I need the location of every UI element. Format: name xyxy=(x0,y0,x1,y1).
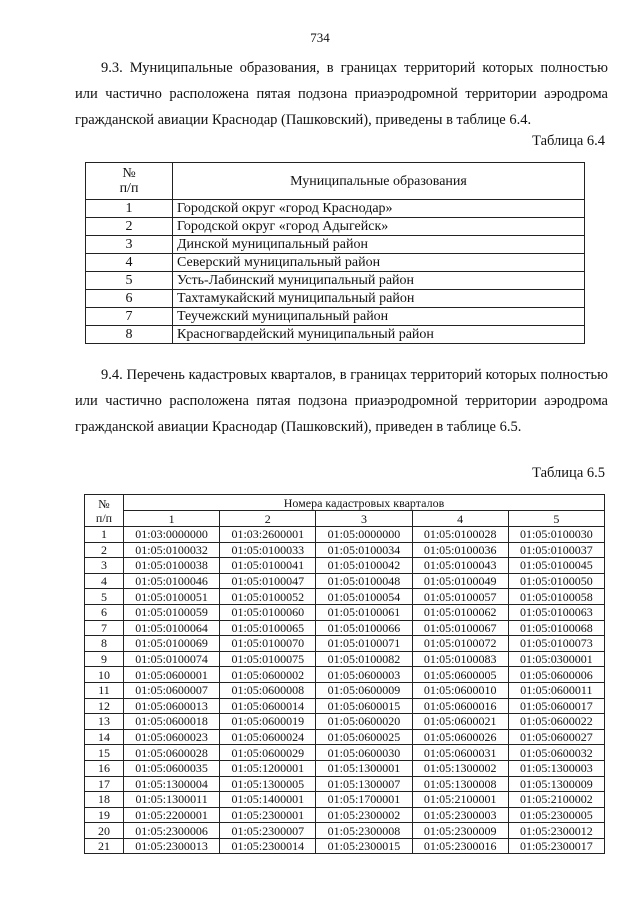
municipal-formation-name: Теучежский муниципальный район xyxy=(173,308,585,326)
row-number: 10 xyxy=(85,667,124,683)
column-number: 3 xyxy=(316,511,412,527)
cadastral-quarter-cell: 01:05:0100037 xyxy=(508,542,604,558)
cadastral-quarter-cell: 01:05:0100082 xyxy=(316,651,412,667)
cadastral-quarter-cell: 01:05:0100028 xyxy=(412,527,508,543)
cadastral-quarter-cell: 01:03:0000000 xyxy=(124,527,220,543)
table-row xyxy=(85,714,605,730)
table-row xyxy=(86,272,585,290)
row-number: 14 xyxy=(85,729,124,745)
column-number: 5 xyxy=(508,511,604,527)
cadastral-quarter-cell: 01:05:0600024 xyxy=(220,729,316,745)
table-6-4 xyxy=(85,162,585,344)
row-number: 15 xyxy=(85,745,124,761)
cadastral-quarter-cell: 01:05:0100051 xyxy=(124,589,220,605)
table-row xyxy=(85,682,605,698)
cadastral-quarter-cell: 01:05:2300017 xyxy=(508,838,604,854)
cadastral-quarter-cell: 01:05:0100063 xyxy=(508,604,604,620)
table-row xyxy=(85,698,605,714)
cadastral-quarter-cell: 01:05:0100071 xyxy=(316,636,412,652)
municipal-formation-name: Городской округ «город Краснодар» xyxy=(173,200,585,218)
cadastral-quarter-cell: 01:05:2300006 xyxy=(124,823,220,839)
cadastral-quarter-cell: 01:05:0100057 xyxy=(412,589,508,605)
cadastral-quarter-cell: 01:05:0100034 xyxy=(316,542,412,558)
header-num: № п/п xyxy=(86,163,173,200)
municipal-formation-name: Красногвардейский муниципальный район xyxy=(173,326,585,344)
paragraph-9-3: 9.3. Муниципальные образования, в границах территорий которых полностью или частично расположена пятая подзона приаэродромной территории аэродрома гражданской авиации Краснодар (Пашковский), приведены в таблице 6.4. xyxy=(75,60,608,128)
cadastral-quarter-cell: 01:05:1300002 xyxy=(412,760,508,776)
row-number: 4 xyxy=(86,254,173,272)
cadastral-quarter-cell: 01:05:0100061 xyxy=(316,604,412,620)
table-row xyxy=(85,838,605,854)
row-number: 9 xyxy=(85,651,124,667)
cadastral-quarter-cell: 01:05:0100083 xyxy=(412,651,508,667)
cadastral-quarter-cell: 01:05:0600008 xyxy=(220,682,316,698)
cadastral-quarter-cell: 01:05:0100059 xyxy=(124,604,220,620)
cadastral-quarter-cell: 01:05:0100046 xyxy=(124,573,220,589)
cadastral-quarter-cell: 01:05:0600029 xyxy=(220,745,316,761)
row-number: 12 xyxy=(85,698,124,714)
cadastral-quarter-cell: 01:05:0100067 xyxy=(412,620,508,636)
cadastral-quarter-cell: 01:05:1300004 xyxy=(124,776,220,792)
row-number: 1 xyxy=(86,200,173,218)
cadastral-quarter-cell: 01:05:1300011 xyxy=(124,792,220,808)
cadastral-quarter-cell: 01:05:0600001 xyxy=(124,667,220,683)
cadastral-quarter-cell: 01:05:0100070 xyxy=(220,636,316,652)
cadastral-quarter-cell: 01:05:1300009 xyxy=(508,776,604,792)
table-row xyxy=(85,745,605,761)
cadastral-quarter-cell: 01:05:0600027 xyxy=(508,729,604,745)
header-municipal-formations: Муниципальные образования xyxy=(173,163,585,200)
table-row xyxy=(85,542,605,558)
cadastral-quarter-cell: 01:05:0100060 xyxy=(220,604,316,620)
cadastral-quarter-cell: 01:05:1300001 xyxy=(316,760,412,776)
row-number: 4 xyxy=(85,573,124,589)
cadastral-quarter-cell: 01:05:2300005 xyxy=(508,807,604,823)
table-row xyxy=(86,218,585,236)
table-row xyxy=(85,667,605,683)
cadastral-quarter-cell: 01:05:0600023 xyxy=(124,729,220,745)
row-number: 1 xyxy=(85,527,124,543)
municipal-formation-name: Тахтамукайский муниципальный район xyxy=(173,290,585,308)
cadastral-quarter-cell: 01:05:0600003 xyxy=(316,667,412,683)
cadastral-quarter-cell: 01:05:1700001 xyxy=(316,792,412,808)
cadastral-quarter-cell: 01:05:0100033 xyxy=(220,542,316,558)
cadastral-quarter-cell: 01:05:0100038 xyxy=(124,558,220,574)
cadastral-quarter-cell: 01:05:0100052 xyxy=(220,589,316,605)
row-number: 11 xyxy=(85,682,124,698)
cadastral-quarter-cell: 01:05:2300002 xyxy=(316,807,412,823)
cadastral-quarter-cell: 01:05:0600030 xyxy=(316,745,412,761)
cadastral-quarter-cell: 01:05:0100048 xyxy=(316,573,412,589)
row-number: 21 xyxy=(85,838,124,854)
paragraph-9-4: 9.4. Перечень кадастровых кварталов, в границах территорий которых полностью или частично расположена пятая подзона приаэродромной территории аэродрома гражданской авиации Краснодар (Пашковский), приведен в таблице 6.5. xyxy=(75,367,608,435)
cadastral-quarter-cell: 01:05:0600016 xyxy=(412,698,508,714)
cadastral-quarter-cell: 01:05:0100065 xyxy=(220,620,316,636)
row-number: 8 xyxy=(86,326,173,344)
municipal-formation-name: Северский муниципальный район xyxy=(173,254,585,272)
cadastral-quarter-cell: 01:05:0100069 xyxy=(124,636,220,652)
table-row xyxy=(85,527,605,543)
cadastral-quarter-cell: 01:05:2300001 xyxy=(220,807,316,823)
table-row xyxy=(85,604,605,620)
cadastral-quarter-cell: 01:05:2300014 xyxy=(220,838,316,854)
cadastral-quarter-cell: 01:05:0100068 xyxy=(508,620,604,636)
cadastral-quarter-cell: 01:05:1300008 xyxy=(412,776,508,792)
table-row xyxy=(86,254,585,272)
cadastral-quarter-cell: 01:05:0600026 xyxy=(412,729,508,745)
row-number: 19 xyxy=(85,807,124,823)
row-number: 13 xyxy=(85,714,124,730)
cadastral-quarter-cell: 01:05:0100075 xyxy=(220,651,316,667)
table-header-row xyxy=(85,495,605,511)
cadastral-quarter-cell: 01:05:0600028 xyxy=(124,745,220,761)
municipal-formation-name: Городской округ «город Адыгейск» xyxy=(173,218,585,236)
cadastral-quarter-cell: 01:05:0600035 xyxy=(124,760,220,776)
cadastral-quarter-cell: 01:05:0100073 xyxy=(508,636,604,652)
cadastral-quarter-cell: 01:05:0600022 xyxy=(508,714,604,730)
cadastral-quarter-cell: 01:05:0600019 xyxy=(220,714,316,730)
cadastral-quarter-cell: 01:05:0100049 xyxy=(412,573,508,589)
cadastral-quarter-cell: 01:05:1200001 xyxy=(220,760,316,776)
table-row xyxy=(85,729,605,745)
column-number: 4 xyxy=(412,511,508,527)
cadastral-quarter-cell: 01:05:1300003 xyxy=(508,760,604,776)
cadastral-quarter-cell: 01:05:0600010 xyxy=(412,682,508,698)
cadastral-quarter-cell: 01:05:2100002 xyxy=(508,792,604,808)
table-row xyxy=(85,776,605,792)
table-row xyxy=(86,236,585,254)
cadastral-quarter-cell: 01:05:0100074 xyxy=(124,651,220,667)
cadastral-quarter-cell: 01:05:0600009 xyxy=(316,682,412,698)
cadastral-quarter-cell: 01:05:0600018 xyxy=(124,714,220,730)
table-row xyxy=(85,636,605,652)
table-row xyxy=(85,792,605,808)
municipal-formation-name: Динской муниципальный район xyxy=(173,236,585,254)
cadastral-quarter-cell: 01:05:0600002 xyxy=(220,667,316,683)
row-number: 6 xyxy=(85,604,124,620)
cadastral-quarter-cell: 01:05:0000000 xyxy=(316,527,412,543)
row-number: 5 xyxy=(86,272,173,290)
cadastral-quarter-cell: 01:05:0100045 xyxy=(508,558,604,574)
cadastral-quarter-cell: 01:05:0600007 xyxy=(124,682,220,698)
header-num: № п/п xyxy=(85,495,124,527)
row-number: 5 xyxy=(85,589,124,605)
table-row xyxy=(85,620,605,636)
cadastral-quarter-cell: 01:05:0100043 xyxy=(412,558,508,574)
cadastral-quarter-cell: 01:05:2100001 xyxy=(412,792,508,808)
cadastral-quarter-cell: 01:05:2300012 xyxy=(508,823,604,839)
cadastral-quarter-cell: 01:05:1300007 xyxy=(316,776,412,792)
table-row xyxy=(86,326,585,344)
table-header-row xyxy=(86,163,585,200)
column-number: 1 xyxy=(124,511,220,527)
cadastral-quarter-cell: 01:05:0100072 xyxy=(412,636,508,652)
row-number: 18 xyxy=(85,792,124,808)
row-number: 6 xyxy=(86,290,173,308)
cadastral-quarter-cell: 01:05:0300001 xyxy=(508,651,604,667)
cadastral-quarter-cell: 01:05:0600031 xyxy=(412,745,508,761)
cadastral-quarter-cell: 01:05:0600014 xyxy=(220,698,316,714)
cadastral-quarter-cell: 01:05:0600032 xyxy=(508,745,604,761)
header-cadastral-quarters: Номера кадастровых кварталов xyxy=(124,495,605,511)
row-number: 16 xyxy=(85,760,124,776)
cadastral-quarter-cell: 01:05:0100036 xyxy=(412,542,508,558)
table-row xyxy=(85,573,605,589)
cadastral-quarter-cell: 01:05:2300007 xyxy=(220,823,316,839)
table-6-4-caption: Таблица 6.4 xyxy=(532,133,605,149)
table-row xyxy=(86,290,585,308)
cadastral-quarter-cell: 01:03:2600001 xyxy=(220,527,316,543)
municipal-formation-name: Усть-Лабинский муниципальный район xyxy=(173,272,585,290)
table-row xyxy=(85,807,605,823)
cadastral-quarter-cell: 01:05:0600025 xyxy=(316,729,412,745)
cadastral-quarter-cell: 01:05:0600020 xyxy=(316,714,412,730)
table-row xyxy=(85,823,605,839)
cadastral-quarter-cell: 01:05:0100064 xyxy=(124,620,220,636)
cadastral-quarter-cell: 01:05:0100050 xyxy=(508,573,604,589)
cadastral-quarter-cell: 01:05:2300008 xyxy=(316,823,412,839)
row-number: 7 xyxy=(85,620,124,636)
table-6-5 xyxy=(84,494,605,854)
cadastral-quarter-cell: 01:05:0600005 xyxy=(412,667,508,683)
cadastral-quarter-cell: 01:05:0600015 xyxy=(316,698,412,714)
row-number: 2 xyxy=(86,218,173,236)
table-row xyxy=(86,308,585,326)
cadastral-quarter-cell: 01:05:2300009 xyxy=(412,823,508,839)
row-number: 3 xyxy=(86,236,173,254)
cadastral-quarter-cell: 01:05:0600011 xyxy=(508,682,604,698)
table-row xyxy=(86,200,585,218)
table-6-5-caption: Таблица 6.5 xyxy=(532,465,605,481)
row-number: 20 xyxy=(85,823,124,839)
table-row xyxy=(85,589,605,605)
column-number: 2 xyxy=(220,511,316,527)
cadastral-quarter-cell: 01:05:1400001 xyxy=(220,792,316,808)
cadastral-quarter-cell: 01:05:2300003 xyxy=(412,807,508,823)
table-row xyxy=(85,651,605,667)
table-row xyxy=(85,558,605,574)
cadastral-quarter-cell: 01:05:2300016 xyxy=(412,838,508,854)
cadastral-quarter-cell: 01:05:0600021 xyxy=(412,714,508,730)
row-number: 7 xyxy=(86,308,173,326)
page-number: 734 xyxy=(310,30,330,45)
cadastral-quarter-cell: 01:05:0100054 xyxy=(316,589,412,605)
cadastral-quarter-cell: 01:05:0600017 xyxy=(508,698,604,714)
cadastral-quarter-cell: 01:05:0100066 xyxy=(316,620,412,636)
cadastral-quarter-cell: 01:05:0100030 xyxy=(508,527,604,543)
column-numbers-row xyxy=(85,511,605,527)
row-number: 3 xyxy=(85,558,124,574)
cadastral-quarter-cell: 01:05:0100041 xyxy=(220,558,316,574)
cadastral-quarter-cell: 01:05:2300015 xyxy=(316,838,412,854)
cadastral-quarter-cell: 01:05:0100058 xyxy=(508,589,604,605)
row-number: 8 xyxy=(85,636,124,652)
table-row xyxy=(85,760,605,776)
cadastral-quarter-cell: 01:05:0100062 xyxy=(412,604,508,620)
cadastral-quarter-cell: 01:05:0100032 xyxy=(124,542,220,558)
cadastral-quarter-cell: 01:05:0100042 xyxy=(316,558,412,574)
row-number: 2 xyxy=(85,542,124,558)
cadastral-quarter-cell: 01:05:2300013 xyxy=(124,838,220,854)
cadastral-quarter-cell: 01:05:0100047 xyxy=(220,573,316,589)
row-number: 17 xyxy=(85,776,124,792)
cadastral-quarter-cell: 01:05:0600006 xyxy=(508,667,604,683)
cadastral-quarter-cell: 01:05:1300005 xyxy=(220,776,316,792)
cadastral-quarter-cell: 01:05:0600013 xyxy=(124,698,220,714)
cadastral-quarter-cell: 01:05:2200001 xyxy=(124,807,220,823)
